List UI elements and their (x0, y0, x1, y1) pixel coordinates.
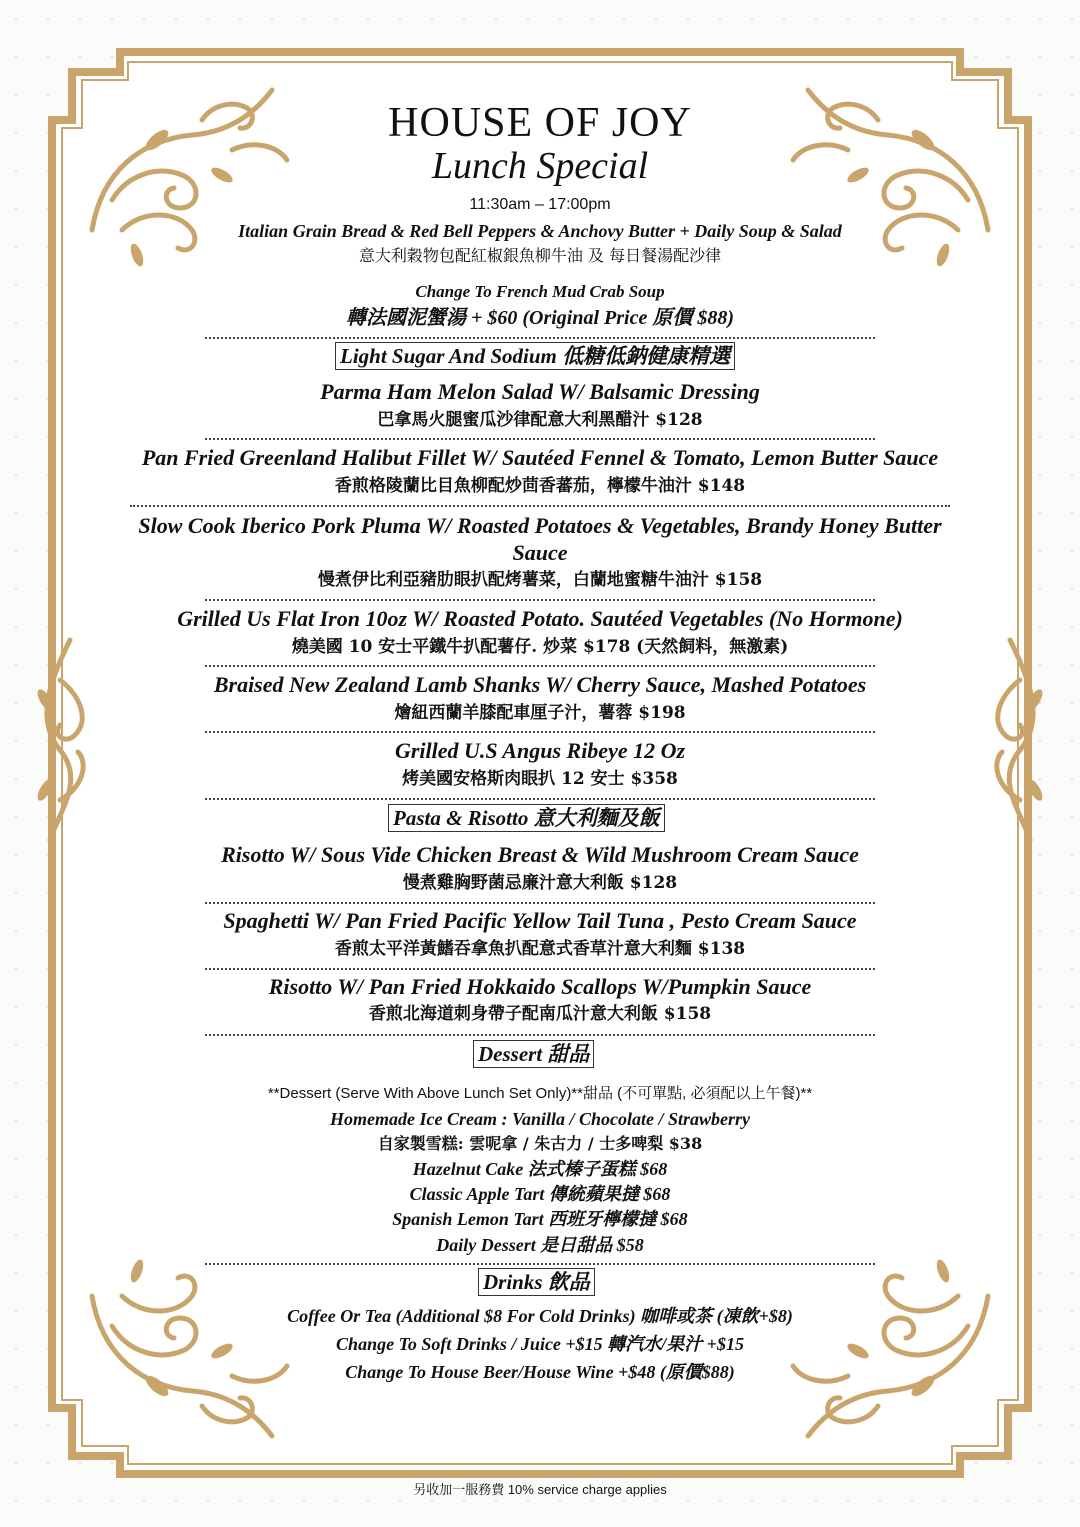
dish-name: Grilled Us Flat Iron 10oz W/ Roasted Potato. Sautéed Vegetables (No Hormone) (177, 606, 903, 631)
section-light-sugar: Light Sugar And Sodium 低糖低鈉健康精選 (335, 342, 735, 370)
dish-name: Risotto W/ Sous Vide Chicken Breast & Wild Mushroom Cream Sauce (221, 842, 859, 867)
menu-content (60, 100, 1020, 1480)
dish-price: 慢煮雞胸野菌忌廉汁意大利飯 $128 (402, 873, 678, 893)
soup-upgrade-en: Change To French Mud Crab Soup (415, 282, 665, 301)
separator (205, 798, 875, 800)
drink-item: Change To Soft Drinks / Juice +$15 轉汽水/果汁 +$15 (336, 1334, 744, 1354)
menu-subtitle: Lunch Special (431, 145, 649, 187)
separator (205, 968, 875, 970)
separator (205, 337, 875, 339)
dessert-item: 自家製雪糕: 雲呢拿 / 朱古力 / 士多啤梨 $38 (377, 1134, 703, 1153)
dish-price: 燴紐西蘭羊膝配車厘子汁，薯蓉 $198 (394, 703, 686, 723)
service-hours: 11:30am – 17:00pm (469, 196, 611, 213)
separator (205, 1263, 875, 1265)
dish-price: 香煎太平洋黃鰭吞拿魚扒配意式香草汁意大利麵 $138 (334, 939, 746, 959)
separator (130, 505, 950, 507)
dessert-item: Hazelnut Cake 法式榛子蛋糕 $68 (412, 1159, 668, 1179)
dish-name: Grilled U.S Angus Ribeye 12 Oz (394, 738, 686, 763)
dish-price: 香煎格陵蘭比目魚柳配炒茴香蕃茄，檸檬牛油汁 $148 (334, 476, 746, 496)
drink-item: Change To House Beer/House Wine +$48 (原價$88) (345, 1362, 735, 1382)
separator (205, 731, 875, 733)
service-charge-note: 另收加一服務費 10% service charge applies (413, 1482, 667, 1497)
separator (205, 665, 875, 667)
separator (205, 902, 875, 904)
dish-name: Parma Ham Melon Salad W/ Balsamic Dressing (320, 379, 760, 404)
dish-name-cont: Sauce (512, 540, 568, 565)
dish-name: Pan Fried Greenland Halibut Fillet W/ Sautéed Fennel & Tomato, Lemon Butter Sauce (141, 445, 939, 470)
dessert-note: **Dessert (Serve With Above Lunch Set Only)**甜品 (不可單點, 必須配以上午餐)** (267, 1085, 813, 1102)
separator (205, 599, 875, 601)
intro-zh: 意大利穀物包配紅椒銀魚柳牛油 及 每日餐湯配沙律 (358, 246, 722, 265)
soup-upgrade-zh: 轉法國泥蟹湯 + $60 (Original Price 原價 $88) (345, 307, 735, 329)
dish-name: Slow Cook Iberico Pork Pluma W/ Roasted Potatoes & Vegetables, Brandy Honey Butter (138, 513, 942, 538)
dish-name: Braised New Zealand Lamb Shanks W/ Cherry Sauce, Mashed Potatoes (213, 672, 867, 697)
dish-price: 巴拿馬火腿蜜瓜沙律配意大利黑醋汁 $128 (377, 410, 703, 430)
restaurant-title: HOUSE OF JOY (388, 100, 692, 146)
dessert-item: Homemade Ice Cream : Vanilla / Chocolate / Strawberry (330, 1109, 750, 1129)
dish-price: 香煎北海道刺身帶子配南瓜汁意大利飯 $158 (368, 1004, 712, 1024)
dish-price: 烤美國安格斯肉眼扒 12 安士 $358 (402, 769, 678, 789)
separator (205, 438, 875, 440)
section-drinks: Drinks 飲品 (478, 1268, 595, 1296)
section-pasta-risotto: Pasta & Risotto 意大利麵及飯 (388, 804, 665, 832)
dish-price: 燒美國 10 安士平鐵牛扒配薯仔. 炒菜 $178 (天然飼料，無激素) (291, 637, 789, 657)
separator (205, 1034, 875, 1036)
drink-item: Coffee Or Tea (Additional $8 For Cold Drinks) 咖啡或茶 (凍飲+$8) (287, 1306, 793, 1326)
dish-name: Spaghetti W/ Pan Fried Pacific Yellow Tail Tuna , Pesto Cream Sauce (223, 908, 857, 933)
intro-en: Italian Grain Bread & Red Bell Peppers & Anchovy Butter + Daily Soup & Salad (238, 221, 842, 241)
section-dessert: Dessert 甜品 (473, 1040, 594, 1068)
dessert-item: Spanish Lemon Tart 西班牙檸檬撻 $68 (392, 1209, 688, 1229)
dessert-item: Classic Apple Tart 傳統蘋果撻 $68 (409, 1184, 671, 1204)
dish-price: 慢煮伊比利亞豬肋眼扒配烤薯菜，白蘭地蜜糖牛油汁 $158 (317, 570, 763, 590)
dish-name: Risotto W/ Pan Fried Hokkaido Scallops W/Pumpkin Sauce (268, 974, 812, 999)
dessert-item: Daily Dessert 是日甜品 $58 (436, 1235, 644, 1255)
